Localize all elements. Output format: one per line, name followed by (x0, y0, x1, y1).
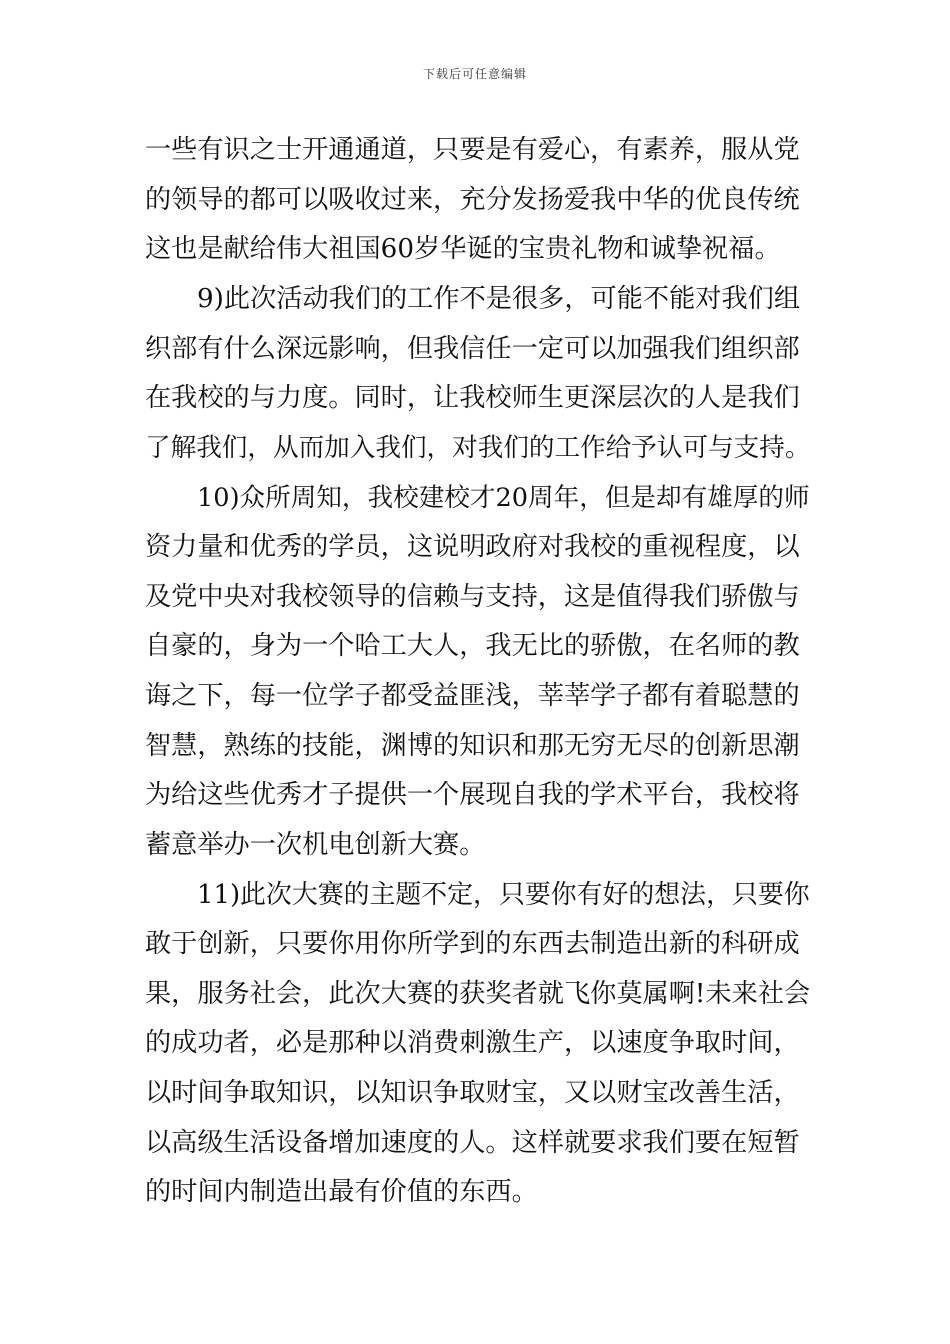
text-line: 蓄意举办一次机电创新大赛。 (145, 830, 486, 860)
text-line-paragraph-start: 9)此次活动我们的工作不是很多，可能不能对我们组 (197, 284, 801, 314)
text-line: 以时间争取知识，以知识争取财宝，又以财宝改善生活， (145, 1078, 800, 1108)
text-line: 以高级生活设备增加速度的人。这样就要求我们要在短暂 (145, 1128, 800, 1158)
text-line: 一些有识之士开通通道，只要是有爱心，有素养，服从党 (145, 135, 800, 165)
text-line: 及党中央对我校领导的信赖与支持，这是值得我们骄傲与 (145, 582, 800, 612)
text-line: 果，服务社会，此次大赛的获奖者就飞你莫属啊!未来社会 (145, 979, 811, 1009)
text-line: 这也是献给伟大祖国60岁华诞的宝贵礼物和诚挚祝福。 (145, 234, 781, 264)
text-line: 织部有什么深远影响，但我信任一定可以加强我们组织部 (145, 334, 800, 364)
text-line-paragraph-start: 10)众所周知，我校建校才20周年，但是却有雄厚的师 (197, 483, 810, 513)
text-line: 的成功者，必是那种以消费刺激生产，以速度争取时间， (145, 1028, 800, 1058)
page-header-note: 下载后可任意编辑 (422, 67, 527, 81)
text-line: 诲之下，每一位学子都受益匪浅，莘莘学子都有着聪慧的 (145, 681, 800, 711)
text-line: 资力量和优秀的学员，这说明政府对我校的重视程度，以 (145, 532, 800, 562)
text-line: 为给这些优秀才子提供一个展现自我的学术平台，我校将 (145, 780, 800, 810)
text-line-paragraph-start: 11)此次大赛的主题不定，只要你有好的想法，只要你 (197, 880, 810, 910)
text-line: 敢于创新，只要你用你所学到的东西去制造出新的科研成 (145, 929, 800, 959)
text-line: 了解我们，从而加入我们，对我们的工作给予认可与支持。 (145, 433, 811, 463)
text-line: 智慧，熟练的技能，渊博的知识和那无穷无尽的创新思潮 (145, 731, 800, 761)
text-line: 的领导的都可以吸收过来，充分发扬爱我中华的优良传统 (145, 185, 800, 215)
text-line: 在我校的与力度。同时，让我校师生更深层次的人是我们 (145, 383, 800, 413)
text-line: 的时间内制造出最有价值的东西。 (145, 1177, 538, 1207)
text-line: 自豪的，身为一个哈工大人，我无比的骄傲，在名师的教 (145, 631, 800, 661)
